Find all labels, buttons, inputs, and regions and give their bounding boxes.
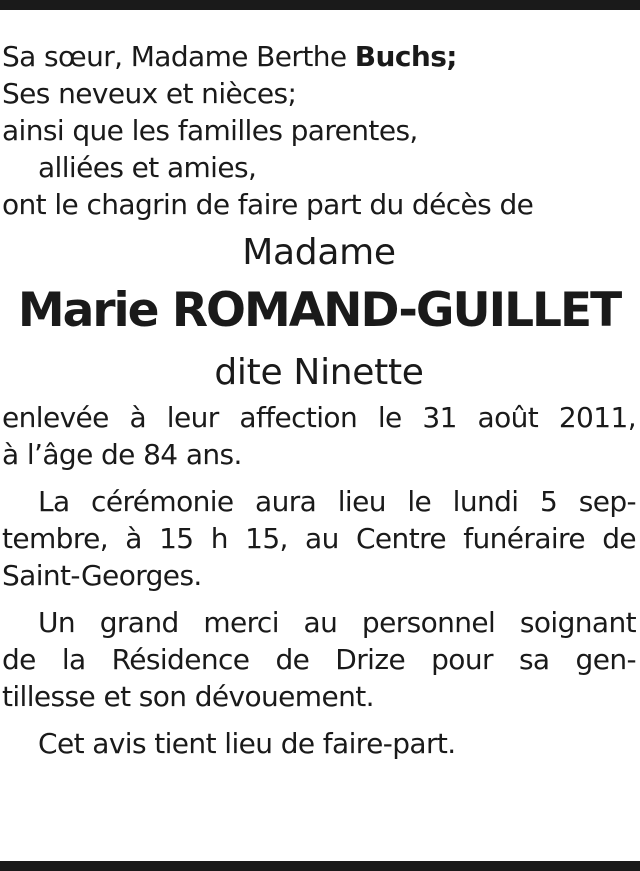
- bottom-border-rule: [0, 861, 640, 871]
- family-line-nephews: Ses neveux et nièces;: [2, 77, 297, 110]
- family-line-sister-text: Sa sœur, Madame Berthe: [2, 40, 355, 73]
- top-border-rule: [0, 0, 640, 10]
- deceased-name: Marie ROMAND-GUILLET: [17, 283, 621, 338]
- family-line-relatives: ainsi que les familles parentes,: [2, 114, 418, 147]
- family-line-allies: alliées et amies,: [38, 151, 257, 184]
- death-line-1: enlevée à leur affection le 31 août 2011,: [2, 401, 636, 434]
- thanks-line-1: Un grand merci au personnel soignant: [38, 606, 636, 639]
- announcement-line: ont le chagrin de faire part du décès de: [2, 188, 534, 221]
- ceremony-line-3: Saint-Georges.: [2, 559, 202, 592]
- deceased-nickname: dite Ninette: [214, 352, 424, 393]
- obituary-notice: [2, 38, 636, 762]
- deceased-title: Madame: [242, 232, 396, 273]
- ceremony-line-1: La cérémonie aura lieu le lundi 5 sep-: [38, 485, 636, 518]
- death-line-2: à l’âge de 84 ans.: [2, 438, 242, 471]
- family-line-sister: [2, 38, 636, 75]
- sister-surname: Buchs;: [354, 40, 457, 73]
- closing-line: Cet avis tient lieu de faire-part.: [38, 727, 456, 760]
- thanks-line-3: tillesse et son dévouement.: [2, 680, 374, 713]
- thanks-line-2: de la Résidence de Drize pour sa gen-: [2, 643, 636, 676]
- ceremony-line-2: tembre, à 15 h 15, au Centre funéraire de: [2, 522, 636, 555]
